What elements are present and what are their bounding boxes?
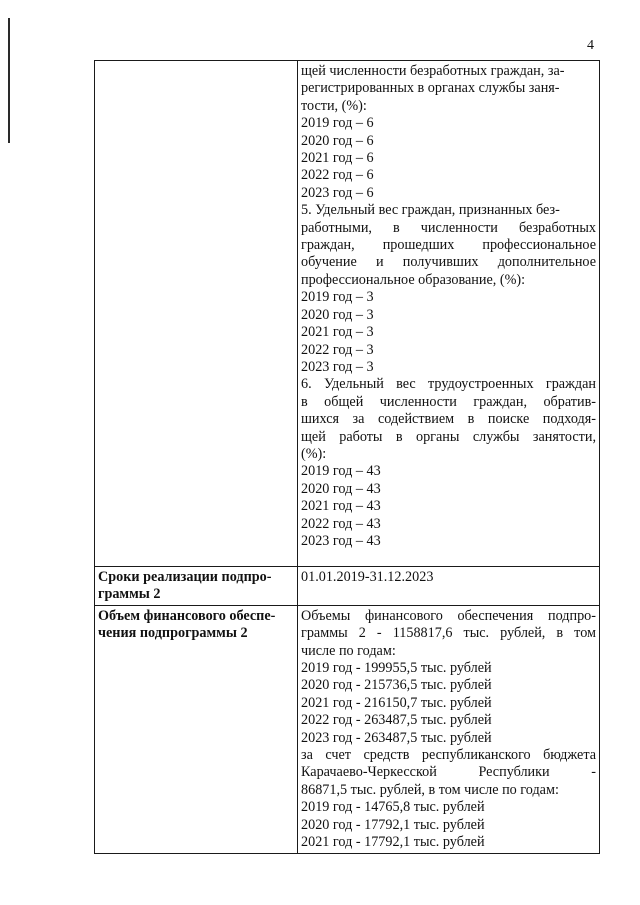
text-line: граждан, прошедших профессиональное: [301, 237, 596, 254]
year-amount-line: 2021 год - 216150,7 тыс. рублей: [301, 694, 492, 711]
text-line: числе по годам:: [301, 642, 396, 659]
year-value-line: 2021 год – 6: [301, 150, 374, 167]
year-amount-line: 2021 год - 17792,1 тыс. рублей: [301, 834, 485, 851]
row-label-empty: [95, 61, 298, 567]
year-value-line: 2022 год – 6: [301, 167, 374, 184]
margin-mark: [8, 18, 10, 143]
text-line: работными, в численности безработных: [301, 219, 596, 236]
text-line: регистрированных в органах службы заня-: [301, 80, 560, 97]
indicators-cell: [298, 61, 600, 567]
text-line: за счет средств республиканского бюджета: [301, 747, 596, 764]
text-line: тости, (%):: [301, 97, 367, 114]
year-value-line: 2020 год – 3: [301, 306, 374, 323]
year-value-line: 2023 год – 3: [301, 358, 374, 375]
funding-value: [298, 605, 600, 853]
text-line: профессиональное образование, (%):: [301, 271, 526, 288]
text-line: 86871,5 тыс. рублей, в том числе по годам:: [301, 781, 559, 798]
period-dates: 01.01.2019-31.12.2023: [301, 569, 434, 585]
text-line: щей численности безработных граждан, за-: [301, 63, 565, 79]
year-amount-line: 2020 год - 17792,1 тыс. рублей: [301, 816, 485, 833]
year-amount-line: 2023 год - 263487,5 тыс. рублей: [301, 729, 492, 746]
year-value-line: 2023 год – 43: [301, 532, 381, 549]
text-line: 5. Удельный вес граждан, признанных без-: [301, 202, 560, 219]
text-line: граммы 2 - 1158817,6 тыс. рублей, в том: [301, 625, 596, 642]
year-value-line: 2020 год – 43: [301, 480, 381, 497]
text-line: в общей численности граждан, обратив-: [301, 393, 596, 410]
table-row-indicators: [95, 61, 600, 567]
year-value-line: 2022 год – 3: [301, 341, 374, 358]
year-value-line: 2020 год – 6: [301, 132, 374, 149]
page-number: 4: [587, 38, 594, 53]
text-line: шихся за содействием в поиске подходя-: [301, 411, 596, 428]
text-line: щей работы в органы службы занятости,: [301, 428, 596, 445]
text-line: Карачаево-Черкесской Республики -: [301, 764, 596, 781]
year-amount-line: 2020 год - 215736,5 тыс. рублей: [301, 677, 492, 694]
period-label: Сроки реализации подпро-граммы 2: [95, 567, 298, 606]
subprogram-passport-table: [94, 60, 600, 854]
text-line: обучение и получивших дополнительное: [301, 254, 596, 271]
year-amount-line: 2022 год - 263487,5 тыс. рублей: [301, 712, 492, 729]
year-value-line: 2019 год – 6: [301, 115, 374, 132]
funding-label: Объем финансового обеспе-чения подпрограммы 2: [95, 605, 298, 853]
period-value: [298, 567, 600, 606]
year-amount-line: 2019 год - 14765,8 тыс. рублей: [301, 799, 485, 816]
year-value-line: 2019 год – 43: [301, 463, 381, 480]
year-value-line: 2021 год – 43: [301, 498, 381, 515]
table-row-funding: [95, 605, 600, 853]
year-value-line: 2022 год – 43: [301, 515, 381, 532]
table-row-period: [95, 567, 600, 606]
text-line: 6. Удельный вес трудоустроенных граждан: [301, 376, 596, 393]
year-value-line: 2023 год – 6: [301, 184, 374, 201]
text-line: Объемы финансового обеспечения подпро-: [301, 607, 596, 624]
year-amount-line: 2019 год - 199955,5 тыс. рублей: [301, 660, 492, 677]
text-line: (%):: [301, 445, 327, 462]
year-value-line: 2021 год – 3: [301, 324, 374, 341]
year-value-line: 2019 год – 3: [301, 289, 374, 306]
